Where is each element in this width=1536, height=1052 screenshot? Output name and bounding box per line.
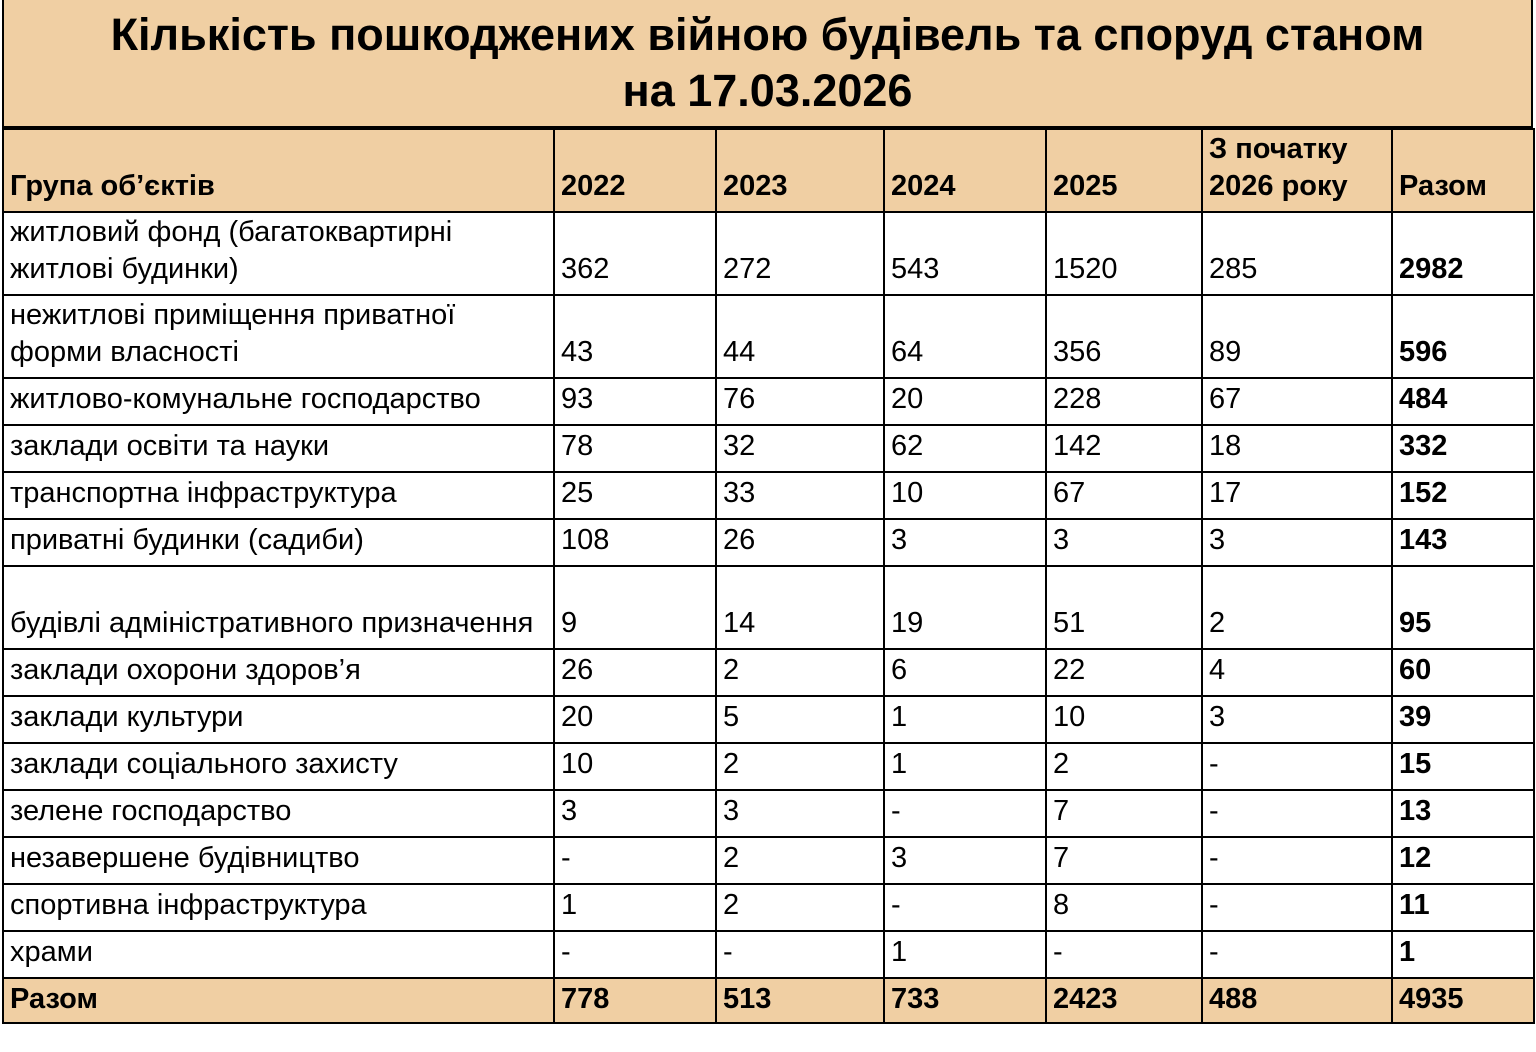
totals-row xyxy=(3,978,1534,1023)
title-line-2: на 17.03.2026 xyxy=(622,65,913,116)
cell-value-2024[interactable]: 1 xyxy=(884,931,1046,978)
cell-value-2022[interactable]: 362 xyxy=(554,212,716,295)
table-row xyxy=(3,472,1534,519)
table-row xyxy=(3,212,1534,295)
cell-value-2023[interactable]: 2 xyxy=(716,649,884,696)
cell-name[interactable]: спортивна інфраструктура xyxy=(3,884,554,931)
cell-value-2024[interactable]: 19 xyxy=(884,566,1046,649)
cell-value-2022[interactable]: 93 xyxy=(554,378,716,425)
cell-value-2023[interactable]: 2 xyxy=(716,884,884,931)
header-total[interactable]: Разом xyxy=(1392,129,1534,212)
cell-value-2023[interactable]: 272 xyxy=(716,212,884,295)
cell-value-2024[interactable]: - xyxy=(884,790,1046,837)
cell-value-2026[interactable]: 4 xyxy=(1202,649,1392,696)
table-body xyxy=(3,212,1534,978)
totals-2024[interactable]: 733 xyxy=(884,978,1046,1023)
cell-name[interactable]: будівлі адміністративного призначення xyxy=(3,566,554,649)
cell-value-2026[interactable]: 89 xyxy=(1202,295,1392,378)
cell-value-2025[interactable]: 10 xyxy=(1046,696,1202,743)
cell-value-total[interactable]: 596 xyxy=(1392,295,1534,378)
table-row xyxy=(3,837,1534,884)
table-row xyxy=(3,649,1534,696)
cell-value-total[interactable]: 12 xyxy=(1392,837,1534,884)
cell-name[interactable]: житлово-комунальне господарство xyxy=(3,378,554,425)
cell-name[interactable]: заклади освіти та науки xyxy=(3,425,554,472)
cell-value-total[interactable]: 152 xyxy=(1392,472,1534,519)
cell-value-2026[interactable]: 285 xyxy=(1202,212,1392,295)
cell-value-2024[interactable]: 20 xyxy=(884,378,1046,425)
cell-value-2024[interactable]: 6 xyxy=(884,649,1046,696)
cell-value-2022[interactable]: 1 xyxy=(554,884,716,931)
cell-value-2024[interactable]: 64 xyxy=(884,295,1046,378)
cell-value-2022[interactable]: 10 xyxy=(554,743,716,790)
cell-name[interactable]: незавершене будівництво xyxy=(3,837,554,884)
cell-value-2025[interactable]: 8 xyxy=(1046,884,1202,931)
totals-label[interactable]: Разом xyxy=(3,978,554,1023)
header-2025[interactable]: 2025 xyxy=(1046,129,1202,212)
cell-value-2023[interactable]: - xyxy=(716,931,884,978)
header-2026[interactable]: З початку 2026 року xyxy=(1202,129,1392,212)
cell-value-total[interactable]: 15 xyxy=(1392,743,1534,790)
cell-value-2022[interactable]: - xyxy=(554,931,716,978)
totals-grand[interactable]: 4935 xyxy=(1392,978,1534,1023)
cell-value-2025[interactable]: - xyxy=(1046,931,1202,978)
cell-value-total[interactable]: 95 xyxy=(1392,566,1534,649)
cell-value-2022[interactable]: 108 xyxy=(554,519,716,566)
damage-table xyxy=(2,128,1535,1024)
cell-value-2022[interactable]: 3 xyxy=(554,790,716,837)
cell-value-2022[interactable]: 78 xyxy=(554,425,716,472)
cell-value-2025[interactable]: 142 xyxy=(1046,425,1202,472)
totals-2025[interactable]: 2423 xyxy=(1046,978,1202,1023)
cell-value-2024[interactable]: 3 xyxy=(884,519,1046,566)
cell-value-2024[interactable]: 1 xyxy=(884,696,1046,743)
cell-value-2025[interactable]: 7 xyxy=(1046,837,1202,884)
cell-value-2026[interactable]: - xyxy=(1202,743,1392,790)
cell-value-2025[interactable]: 7 xyxy=(1046,790,1202,837)
cell-value-2023[interactable]: 32 xyxy=(716,425,884,472)
cell-name[interactable]: транспортна інфраструктура xyxy=(3,472,554,519)
cell-value-total[interactable]: 1 xyxy=(1392,931,1534,978)
cell-value-2026[interactable]: 67 xyxy=(1202,378,1392,425)
cell-value-2024[interactable]: - xyxy=(884,884,1046,931)
cell-value-2024[interactable]: 1 xyxy=(884,743,1046,790)
header-2024[interactable]: 2024 xyxy=(884,129,1046,212)
cell-value-2022[interactable]: 9 xyxy=(554,566,716,649)
cell-value-total[interactable]: 39 xyxy=(1392,696,1534,743)
cell-value-2022[interactable]: 25 xyxy=(554,472,716,519)
cell-value-2023[interactable]: 5 xyxy=(716,696,884,743)
cell-name[interactable]: храми xyxy=(3,931,554,978)
cell-value-2023[interactable]: 14 xyxy=(716,566,884,649)
cell-value-2025[interactable]: 356 xyxy=(1046,295,1202,378)
cell-value-2023[interactable]: 76 xyxy=(716,378,884,425)
cell-name[interactable]: зелене господарство xyxy=(3,790,554,837)
cell-value-2026[interactable]: 17 xyxy=(1202,472,1392,519)
cell-value-2025[interactable]: 3 xyxy=(1046,519,1202,566)
header-row xyxy=(3,129,1534,212)
cell-name[interactable]: нежитлові приміщення приватної форми власності xyxy=(3,295,554,378)
cell-value-2026[interactable]: - xyxy=(1202,884,1392,931)
cell-value-2022[interactable]: 26 xyxy=(554,649,716,696)
cell-value-2022[interactable]: 43 xyxy=(554,295,716,378)
title-cell[interactable] xyxy=(2,0,1533,128)
header-group[interactable]: Група об’єктів xyxy=(3,129,554,212)
cell-value-2023[interactable]: 44 xyxy=(716,295,884,378)
table-row xyxy=(3,425,1534,472)
cell-value-2026[interactable]: - xyxy=(1202,790,1392,837)
cell-value-total[interactable]: 11 xyxy=(1392,884,1534,931)
table-row xyxy=(3,743,1534,790)
cell-value-2025[interactable]: 1520 xyxy=(1046,212,1202,295)
cell-value-total[interactable]: 60 xyxy=(1392,649,1534,696)
cell-value-2026[interactable]: 3 xyxy=(1202,519,1392,566)
table-row xyxy=(3,566,1534,649)
table-row xyxy=(3,378,1534,425)
title-line-1: Кількість пошкоджених війною будівель та споруд станом xyxy=(110,9,1425,60)
cell-value-2025[interactable]: 67 xyxy=(1046,472,1202,519)
cell-value-2025[interactable]: 22 xyxy=(1046,649,1202,696)
table-row xyxy=(3,696,1534,743)
cell-value-2025[interactable]: 228 xyxy=(1046,378,1202,425)
cell-value-2026[interactable]: 18 xyxy=(1202,425,1392,472)
cell-value-2022[interactable]: 20 xyxy=(554,696,716,743)
cell-name[interactable]: заклади охорони здоров’я xyxy=(3,649,554,696)
cell-name[interactable]: заклади культури xyxy=(3,696,554,743)
table-row xyxy=(3,790,1534,837)
cell-value-2025[interactable]: 2 xyxy=(1046,743,1202,790)
table-row xyxy=(3,884,1534,931)
cell-value-total[interactable]: 143 xyxy=(1392,519,1534,566)
cell-value-2024[interactable]: 10 xyxy=(884,472,1046,519)
cell-value-2022[interactable]: - xyxy=(554,837,716,884)
cell-value-2023[interactable]: 2 xyxy=(716,743,884,790)
cell-value-2024[interactable]: 543 xyxy=(884,212,1046,295)
cell-name[interactable]: заклади соціального захисту xyxy=(3,743,554,790)
cell-value-total[interactable]: 13 xyxy=(1392,790,1534,837)
cell-value-2026[interactable]: - xyxy=(1202,837,1392,884)
cell-value-2024[interactable]: 62 xyxy=(884,425,1046,472)
spreadsheet xyxy=(2,0,1533,1052)
cell-value-2023[interactable]: 2 xyxy=(716,837,884,884)
cell-value-total[interactable]: 332 xyxy=(1392,425,1534,472)
cell-value-2026[interactable]: - xyxy=(1202,931,1392,978)
cell-name[interactable]: приватні будинки (садиби) xyxy=(3,519,554,566)
cell-value-2023[interactable]: 3 xyxy=(716,790,884,837)
table-row xyxy=(3,931,1534,978)
cell-value-2025[interactable]: 51 xyxy=(1046,566,1202,649)
totals-2022[interactable]: 778 xyxy=(554,978,716,1023)
table-row xyxy=(3,295,1534,378)
table-row xyxy=(3,519,1534,566)
cell-value-2026[interactable]: 2 xyxy=(1202,566,1392,649)
cell-value-2024[interactable]: 3 xyxy=(884,837,1046,884)
cell-value-2023[interactable]: 26 xyxy=(716,519,884,566)
totals-2026[interactable]: 488 xyxy=(1202,978,1392,1023)
cell-value-2026[interactable]: 3 xyxy=(1202,696,1392,743)
header-2023[interactable]: 2023 xyxy=(716,129,884,212)
cell-value-total[interactable]: 2982 xyxy=(1392,212,1534,295)
cell-value-2023[interactable]: 33 xyxy=(716,472,884,519)
header-2022[interactable]: 2022 xyxy=(554,129,716,212)
totals-2023[interactable]: 513 xyxy=(716,978,884,1023)
cell-value-total[interactable]: 484 xyxy=(1392,378,1534,425)
cell-name[interactable]: житловий фонд (багатоквартирні житлові будинки) xyxy=(3,212,554,295)
